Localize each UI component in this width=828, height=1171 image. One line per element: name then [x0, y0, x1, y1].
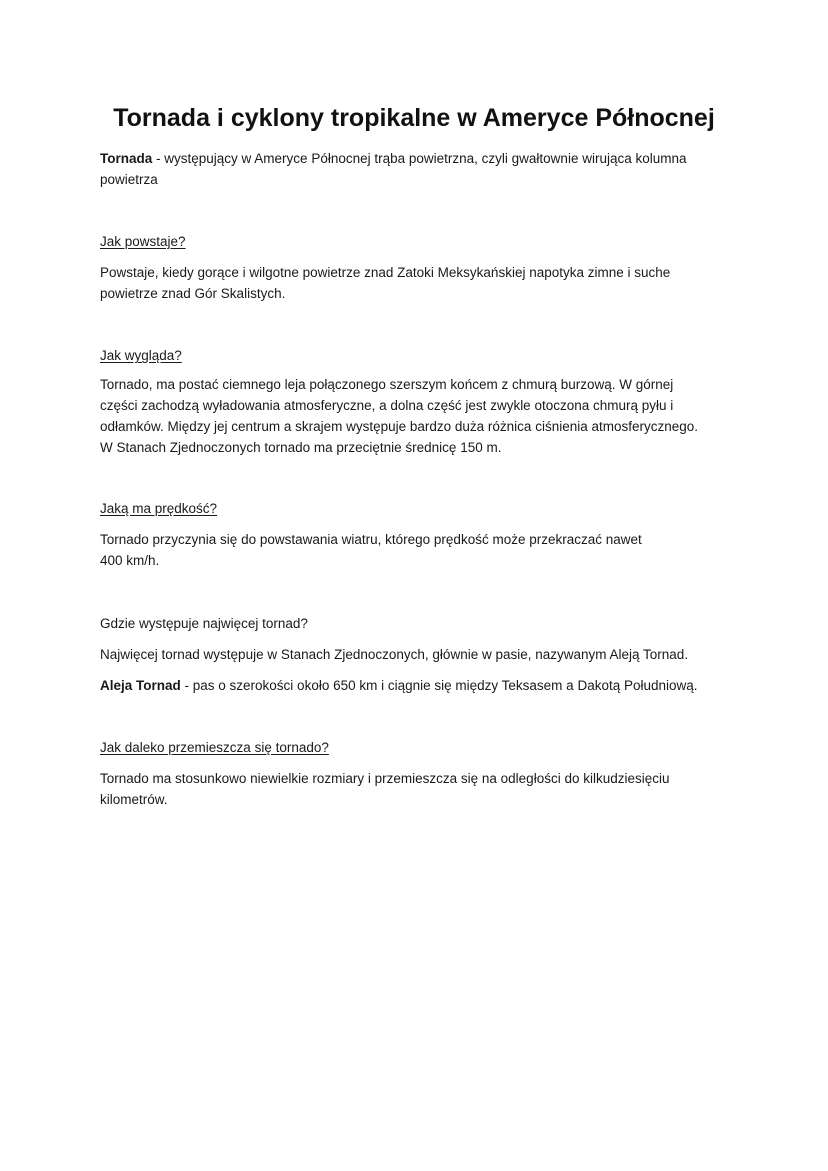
paragraph-line: Tornado przyczynia się do powstawania wiatru, którego prędkość może przekraczać nawet: [100, 532, 642, 547]
paragraph-line: 400 km/h.: [100, 553, 160, 568]
section-body-jak-wyglada: [100, 374, 740, 458]
section-body-gdzie-wystepuje: [100, 644, 740, 665]
definition-term: Tornada: [100, 151, 153, 166]
section-heading-jak-wyglada: Jak wygląda?: [100, 348, 182, 363]
definition-term: Aleja Tornad: [100, 678, 181, 693]
section-body-jak-powstaje: [100, 262, 740, 304]
section-heading-jaka-ma-predkosc: Jaką ma prędkość?: [100, 501, 218, 516]
section-heading-gdzie-wystepuje: Gdzie występuje najwięcej tornad?: [100, 616, 308, 631]
definition-text: - występujący w Ameryce Północnej trąba powietrzna, czyli gwałtownie wirująca kolumna powietrza: [100, 151, 687, 187]
paragraph-line: części zachodzą wyładowania atmosferyczne, a dolna część jest zwykle otoczona chmurą pyłu i: [100, 398, 674, 413]
paragraph-line: kilometrów.: [100, 792, 168, 807]
paragraph-line: Najwięcej tornad występuje w Stanach Zjednoczonych, głównie w pasie, nazywanym Aleją Tornad.: [100, 647, 689, 662]
paragraph-line: Powstaje, kiedy gorące i wilgotne powietrze znad Zatoki Meksykańskiej napotyka zimne i suche: [100, 265, 671, 280]
definition-tornada: [100, 148, 740, 190]
definition-text: - pas o szerokości około 650 km i ciągnie się między Teksasem a Dakotą Południową.: [180, 678, 698, 693]
section-body-jaka-ma-predkosc: [100, 529, 740, 571]
page-title: Tornada i cyklony tropikalne w Ameryce Północnej: [113, 104, 715, 132]
paragraph-line: odłamków. Między jej centrum a skrajem występuje bardzo duża różnica ciśnienia atmosferycznego.: [100, 419, 699, 434]
section-body-jak-daleko: [100, 768, 740, 810]
paragraph-line: W Stanach Zjednoczonych tornado ma przeciętnie średnicę 150 m.: [100, 440, 502, 455]
paragraph-line: powietrze znad Gór Skalistych.: [100, 286, 286, 301]
definition-aleja-tornad: [100, 675, 740, 696]
section-heading-jak-powstaje: Jak powstaje?: [100, 234, 186, 249]
section-heading-jak-daleko: Jak daleko przemieszcza się tornado?: [100, 740, 329, 755]
paragraph-line: Tornado ma stosunkowo niewielkie rozmiary i przemieszcza się na odległości do kilkudziesięciu: [100, 771, 670, 786]
paragraph-line: Tornado, ma postać ciemnego leja połączonego szerszym końcem z chmurą burzową. W górnej: [100, 377, 674, 392]
